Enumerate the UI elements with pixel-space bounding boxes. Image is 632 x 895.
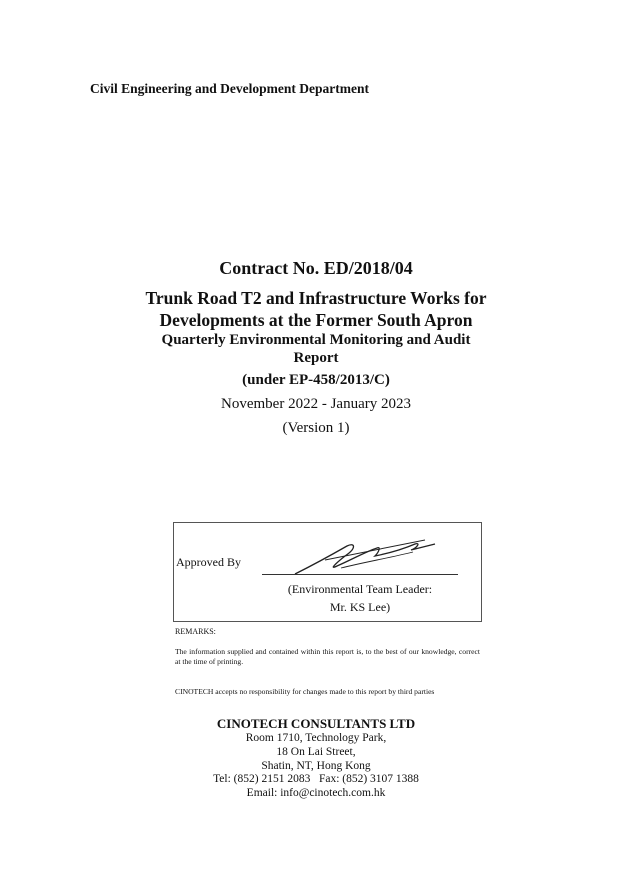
ep-reference: (under EP-458/2013/C) [242, 372, 390, 388]
signature [285, 530, 460, 580]
department-name: Civil Engineering and Development Department [90, 81, 369, 96]
approved-by-label: Approved By [176, 555, 241, 569]
address-line-2: 18 On Lai Street, [276, 746, 356, 758]
remarks-text-accuracy: The information supplied and contained within this report is, to the best of our knowledge, correct at the time of printing. [175, 647, 480, 666]
contract-number: Contract No. ED/2018/04 [219, 258, 413, 278]
report-title [0, 287, 632, 331]
email: Email: info@cinotech.com.hk [246, 787, 386, 799]
title-line-2: Developments at the Former South Apron [159, 310, 473, 330]
phone-fax: Tel: (852) 2151 2083 Fax: (852) 3107 1388 [213, 773, 419, 785]
approver-role: (Environmental Team Leader: [287, 582, 433, 596]
approver-name: Mr. KS Lee) [329, 600, 391, 614]
subtitle-line-1: Quarterly Environmental Monitoring and Audit [161, 332, 471, 348]
subtitle-line-2: Report [293, 350, 339, 366]
address-line-1: Room 1710, Technology Park, [245, 732, 387, 744]
title-line-1: Trunk Road T2 and Infrastructure Works for [145, 288, 487, 308]
remarks-heading: REMARKS: [175, 627, 216, 636]
company-name: CINOTECH CONSULTANTS LTD [216, 716, 416, 731]
report-subtitle [0, 331, 632, 367]
version-label: (Version 1) [282, 420, 350, 436]
signature-line [262, 574, 458, 575]
address-line-3: Shatin, NT, Hong Kong [261, 760, 371, 772]
remarks-text-responsibility: CINOTECH accepts no responsibility for changes made to this report by third parties [175, 687, 435, 696]
reporting-period: November 2022 - January 2023 [221, 396, 411, 412]
